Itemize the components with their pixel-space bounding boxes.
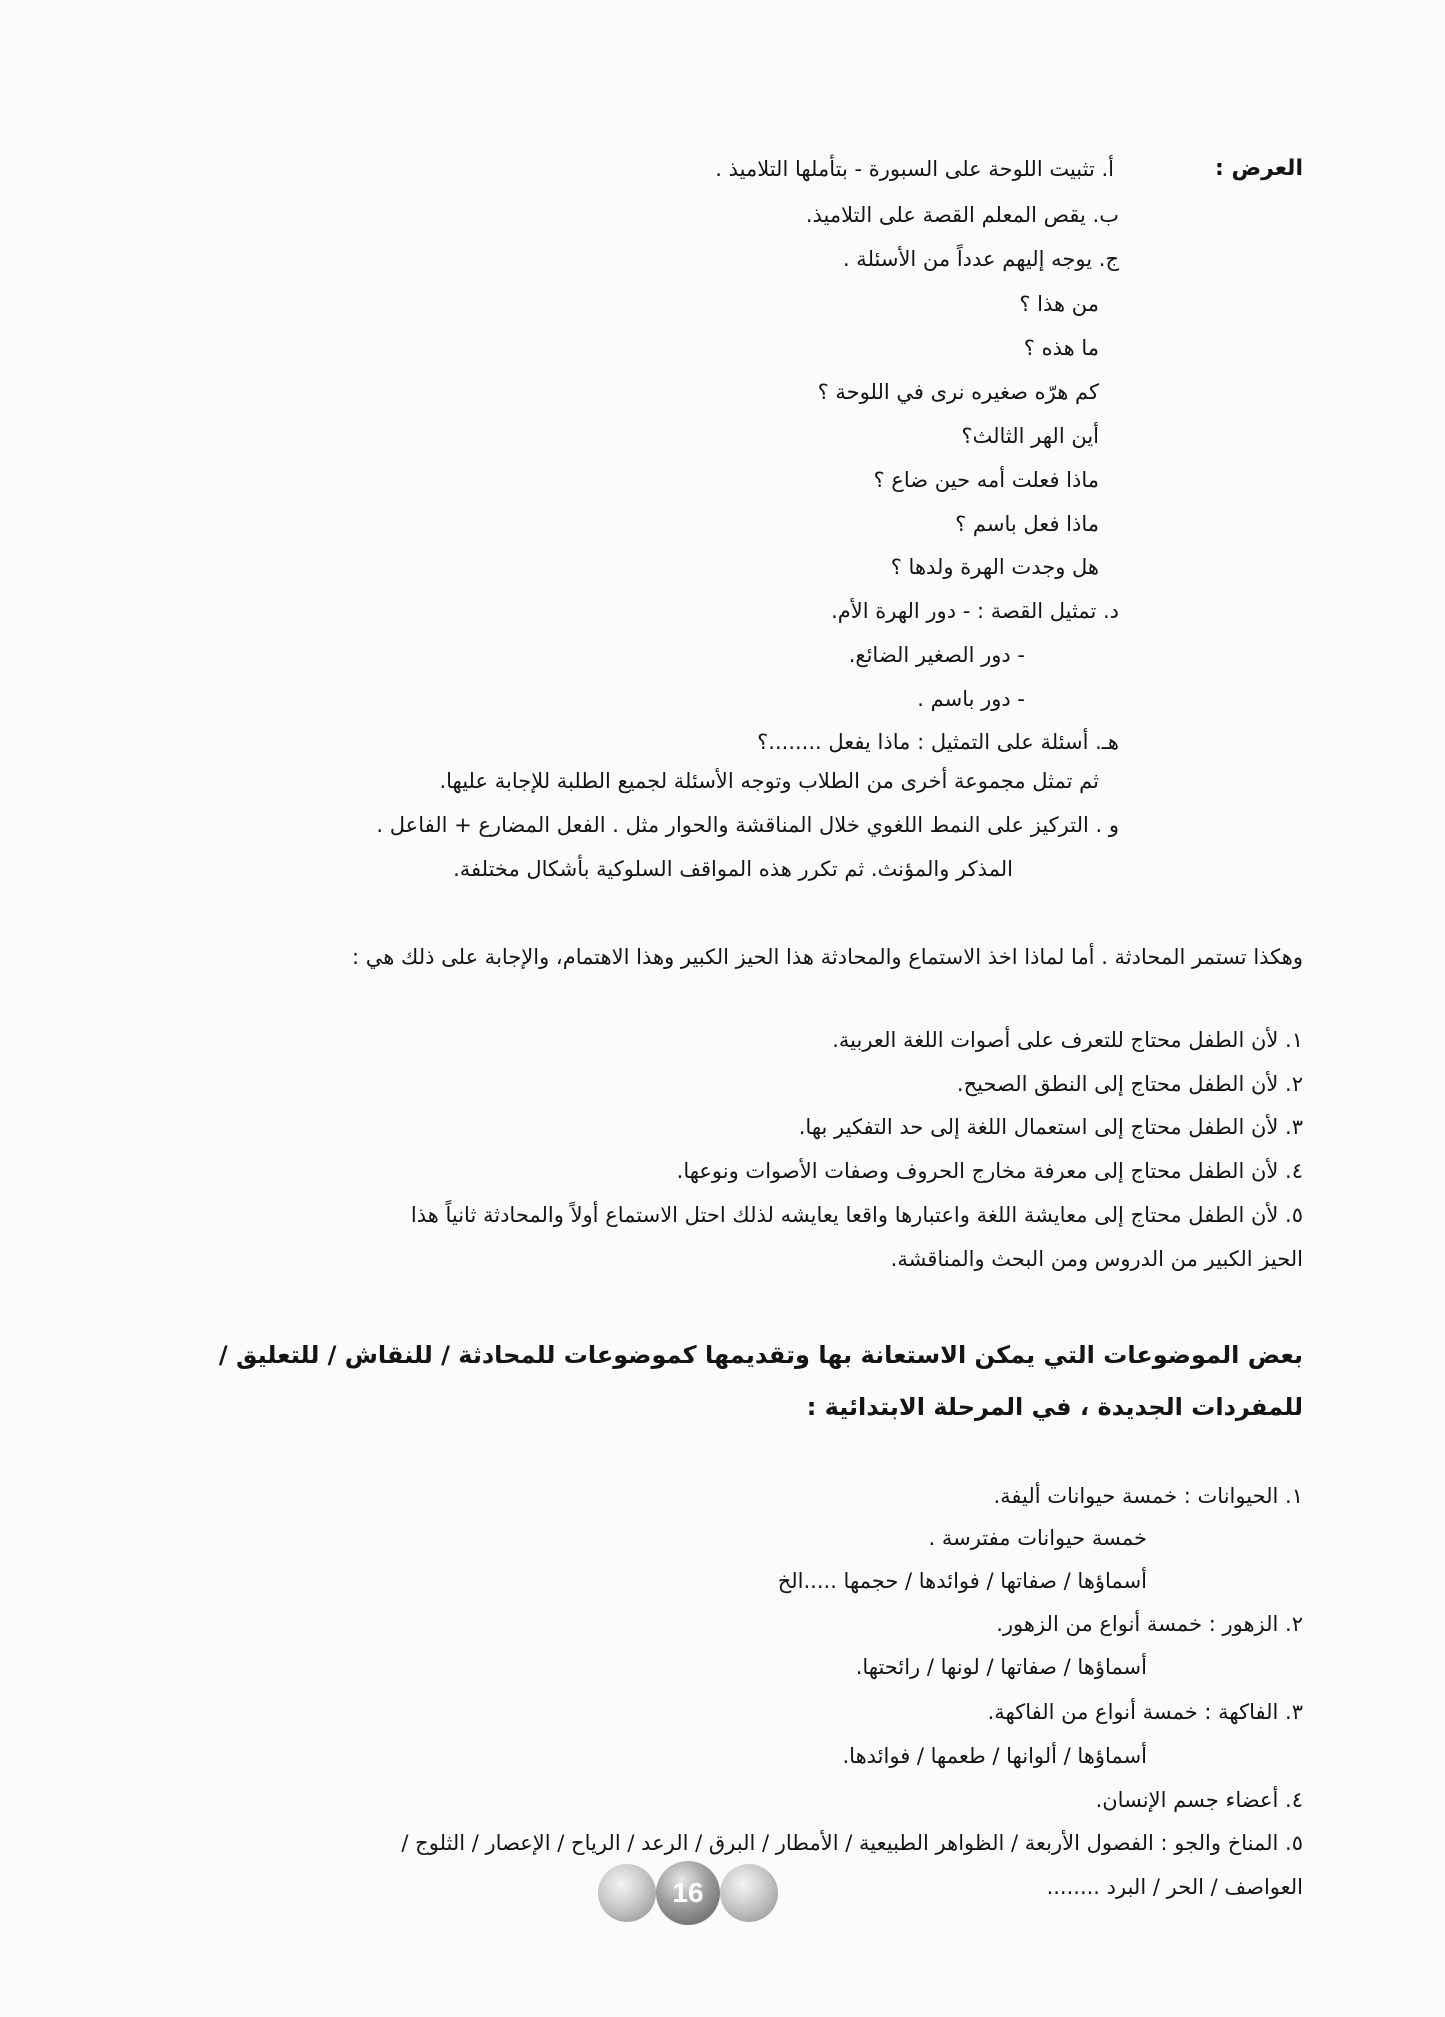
topic-item: ٥. المناخ والجو : الفصول الأربعة / الظواهر الطبيعية / الأمطار / البرق / الرعد / الرياح / الإعصار / الثلوج / <box>401 1831 1303 1855</box>
presentation-item: د. تمثيل القصة : - دور الهرة الأم. <box>831 599 1119 623</box>
reason-item: ٢. لأن الطفل محتاج إلى النطق الصحيح. <box>956 1072 1303 1096</box>
topic-subitem: خمسة حيوانات مفترسة . <box>928 1526 1147 1550</box>
decorative-sphere-icon <box>720 1864 778 1922</box>
question-line: ماذا فعلت أمه حين ضاع ؟ <box>873 468 1099 492</box>
page-number: 16 <box>656 1861 720 1925</box>
question-line: ما هذه ؟ <box>1023 336 1099 360</box>
presentation-label: العرض : <box>1215 156 1303 181</box>
role-line: - دور الصغير الضائع. <box>848 643 1025 667</box>
presentation-item: و . التركيز على النمط اللغوي خلال المناقشة والحوار مثل . الفعل المضارع + الفاعل . <box>376 813 1119 837</box>
presentation-item: ج. يوجه إليهم عدداً من الأسئلة . <box>842 247 1119 271</box>
intro-paragraph: وهكذا تستمر المحادثة . أما لماذا اخذ الاستماع والمحادثة هذا الحيز الكبير وهذا الاهتمام، والإجابة على ذلك هي : <box>352 945 1303 969</box>
topic-subitem: أسماؤها / ألوانها / طعمها / فوائدها. <box>842 1744 1147 1768</box>
presentation-item: المذكر والمؤنث. ثم تكرر هذه المواقف السلوكية بأشكال مختلفة. <box>453 857 1013 881</box>
question-line: من هذا ؟ <box>1019 292 1099 316</box>
topic-item: ٢. الزهور : خمسة أنواع من الزهور. <box>996 1612 1303 1636</box>
topic-subitem: أسماؤها / صفاتها / فوائدها / حجمها .....الخ <box>777 1569 1147 1593</box>
presentation-item: ثم تمثل مجموعة أخرى من الطلاب وتوجه الأسئلة لجميع الطلبة للإجابة عليها. <box>439 769 1099 793</box>
reason-item: ١. لأن الطفل محتاج للتعرف على أصوات اللغة العربية. <box>832 1028 1303 1052</box>
reason-item: ٤. لأن الطفل محتاج إلى معرفة مخارج الحروف وصفات الأصوات ونوعها. <box>676 1159 1303 1183</box>
role-line: - دور باسم . <box>917 687 1025 711</box>
topic-subitem: أسماؤها / صفاتها / لونها / رائحتها. <box>855 1655 1147 1679</box>
question-line: أين الهر الثالث؟ <box>961 424 1099 448</box>
reason-item: الحيز الكبير من الدروس ومن البحث والمناقشة. <box>890 1247 1303 1271</box>
presentation-item: ب. يقص المعلم القصة على التلاميذ. <box>805 203 1119 227</box>
topic-item: ٤. أعضاء جسم الإنسان. <box>1095 1788 1303 1812</box>
question-line: ماذا فعل باسم ؟ <box>955 512 1099 536</box>
topic-subitem: العواصف / الحر / البرد ........ <box>1046 1875 1303 1899</box>
question-line: هل وجدت الهرة ولدها ؟ <box>890 555 1099 579</box>
decorative-sphere-icon <box>598 1864 656 1922</box>
topic-item: ١. الحيوانات : خمسة حيوانات أليفة. <box>993 1484 1303 1508</box>
topic-item: ٣. الفاكهة : خمسة أنواع من الفاكهة. <box>987 1700 1303 1724</box>
topics-heading: للمفردات الجديدة ، في المرحلة الابتدائية : <box>806 1393 1303 1421</box>
question-line: كم هرّه صغيره نرى في اللوحة ؟ <box>817 380 1099 404</box>
page-number-badge <box>598 1862 778 1922</box>
reason-item: ٥. لأن الطفل محتاج إلى معايشة اللغة واعتبارها واقعا يعايشه لذلك احتل الاستماع أولاً والمحادثة ثانياً هذا <box>410 1203 1303 1227</box>
presentation-item: هـ. أسئلة على التمثيل : ماذا يفعل ........؟ <box>757 730 1119 754</box>
presentation-item: أ. تثبيت اللوحة على السبورة - بتأملها التلاميذ . <box>715 157 1114 181</box>
topics-heading: بعض الموضوعات التي يمكن الاستعانة بها وتقديمها كموضوعات للمحادثة / للنقاش / للتعليق / <box>218 1341 1303 1369</box>
reason-item: ٣. لأن الطفل محتاج إلى استعمال اللغة إلى حد التفكير بها. <box>798 1115 1303 1139</box>
